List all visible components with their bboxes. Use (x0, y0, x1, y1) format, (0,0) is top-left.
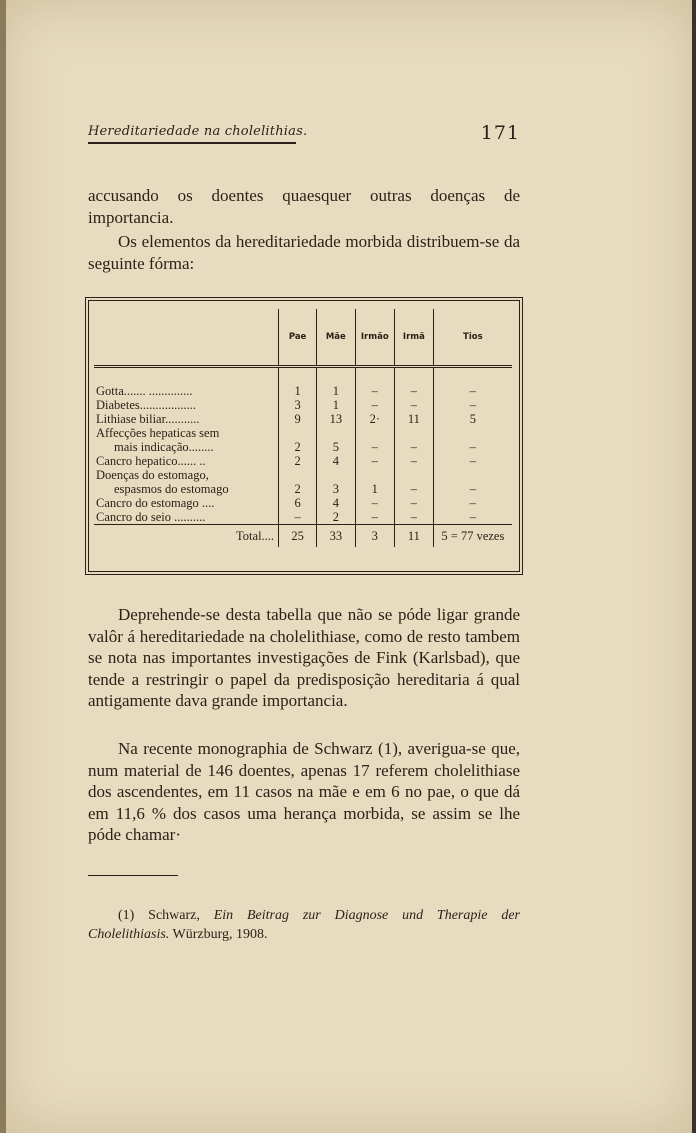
paragraph-2: Os elementos da hereditariedade morbida distribuem-se da seguinte fórma: (88, 232, 520, 273)
table-row (94, 440, 512, 454)
table-row (94, 496, 512, 510)
table-cell: – (279, 510, 317, 525)
table-cell: – (355, 496, 395, 510)
table-row (94, 454, 512, 468)
running-head (88, 122, 520, 148)
heredity-table (88, 300, 520, 572)
table-row (94, 426, 512, 440)
table-row (94, 384, 512, 398)
table-cell: 13 (317, 412, 355, 426)
row-label: Doenças do estomago, (96, 468, 209, 482)
table-cell: 1 (355, 482, 395, 496)
footnote-rule (88, 875, 178, 876)
table-row (94, 482, 512, 496)
table-row (94, 412, 512, 426)
table-spacer-row (94, 367, 512, 385)
row-label-continued: espasmos do estomago (114, 482, 229, 496)
table-cell: 4 (317, 454, 355, 468)
table-cell: 2 (279, 454, 317, 468)
table-row (94, 398, 512, 412)
paragraph-4: Na recente monographia de Schwarz (1), averigua-se que, num material de 146 doentes, apenas 17 referem cholelithiase dos ascendentes, em 11 casos na mãe e em 6 no pae, o que dá em 11,6 % dos casos uma herança morbida, se assim se lhe póde chamar· (88, 739, 520, 844)
table-cell: 2 (279, 440, 317, 454)
paragraph-3: Deprehende-se desta tabella que não se póde ligar grande valôr á hereditariedade na cholelithiase, como de resto tambem se nota nas importantes investigações de Fink (Karlsbad), que tende a restringir o papel da predisposição hereditaria á qual antigamente dava grande importancia. (88, 605, 520, 710)
table-cell: 2 (317, 510, 355, 525)
total-label: Total.... (94, 525, 279, 548)
table-cell: – (433, 454, 512, 468)
table-header-row (94, 309, 512, 367)
table-cell: 3 (279, 398, 317, 412)
table-header-cell: Tios (433, 309, 512, 367)
table-cell: 1 (317, 398, 355, 412)
table-cell: – (395, 496, 434, 510)
row-label: Cancro do estomago .... (96, 496, 215, 510)
table-cell: 5 (317, 440, 355, 454)
table-cell: – (433, 440, 512, 454)
footnote-rest: Würzburg, 1908. (169, 927, 268, 942)
table-cell: – (355, 510, 395, 525)
paragraph-1: accusando os doentes quaesquer outras doenças de importancia. (88, 186, 520, 227)
footnote-title: Ein Beitrag zur Diagnose und Therapie der Cholelithiasis. (88, 908, 520, 942)
table-cell: – (395, 384, 434, 398)
row-label: Affecções hepaticas sem (96, 426, 220, 440)
table-cell: 2· (355, 412, 395, 426)
row-label: Lithiase biliar........... (96, 412, 200, 426)
heredity-data-table (94, 309, 512, 547)
table-cell: – (433, 496, 512, 510)
page-right-edge (692, 0, 696, 1133)
table-cell: – (433, 510, 512, 525)
total-cell: 11 (395, 525, 434, 548)
total-cell: 25 (279, 525, 317, 548)
running-title: Hereditariedade na cholelithias. (88, 124, 308, 139)
table-cell: – (395, 440, 434, 454)
table-cell: 2 (279, 482, 317, 496)
table-header-cell (94, 309, 279, 367)
table-cell: 5 (433, 412, 512, 426)
row-label: Gotta....... .............. (96, 384, 193, 398)
table-cell: 11 (395, 412, 434, 426)
table-row (94, 510, 512, 525)
table-header-cell: Mãe (317, 309, 355, 367)
footnote (88, 906, 520, 944)
row-label: Cancro hepatico...... .. (96, 454, 206, 468)
total-cell: 3 (355, 525, 395, 548)
table-cell: – (355, 384, 395, 398)
table-cell: – (433, 482, 512, 496)
total-cell: 33 (317, 525, 355, 548)
row-label: Diabetes.................. (96, 398, 196, 412)
table-cell: – (355, 454, 395, 468)
table-cell: – (433, 384, 512, 398)
table-row (94, 468, 512, 482)
table-cell: – (395, 482, 434, 496)
table-cell: – (395, 398, 434, 412)
table-cell: – (355, 398, 395, 412)
table-header-cell: Pae (279, 309, 317, 367)
table-cell: – (395, 510, 434, 525)
page-left-edge (0, 0, 6, 1133)
row-label: Cancro do seio .......... (96, 510, 206, 524)
table-cell: 6 (279, 496, 317, 510)
table-header-cell: Irmão (355, 309, 395, 367)
footnote-marker: (1) Schwarz, (118, 908, 214, 923)
table-total-row (94, 525, 512, 548)
table-cell: – (433, 398, 512, 412)
page-number: 171 (480, 122, 520, 144)
table-cell: 4 (317, 496, 355, 510)
table-cell: 1 (317, 384, 355, 398)
table-cell: 9 (279, 412, 317, 426)
table-cell: 3 (317, 482, 355, 496)
row-label-continued: mais indicação........ (114, 440, 214, 454)
table-cell: – (355, 440, 395, 454)
total-cell: 5 = 77 vezes (433, 525, 512, 548)
table-cell: – (395, 454, 434, 468)
table-cell: 1 (279, 384, 317, 398)
table-header-cell: Irmã (395, 309, 434, 367)
header-rule (88, 142, 296, 144)
